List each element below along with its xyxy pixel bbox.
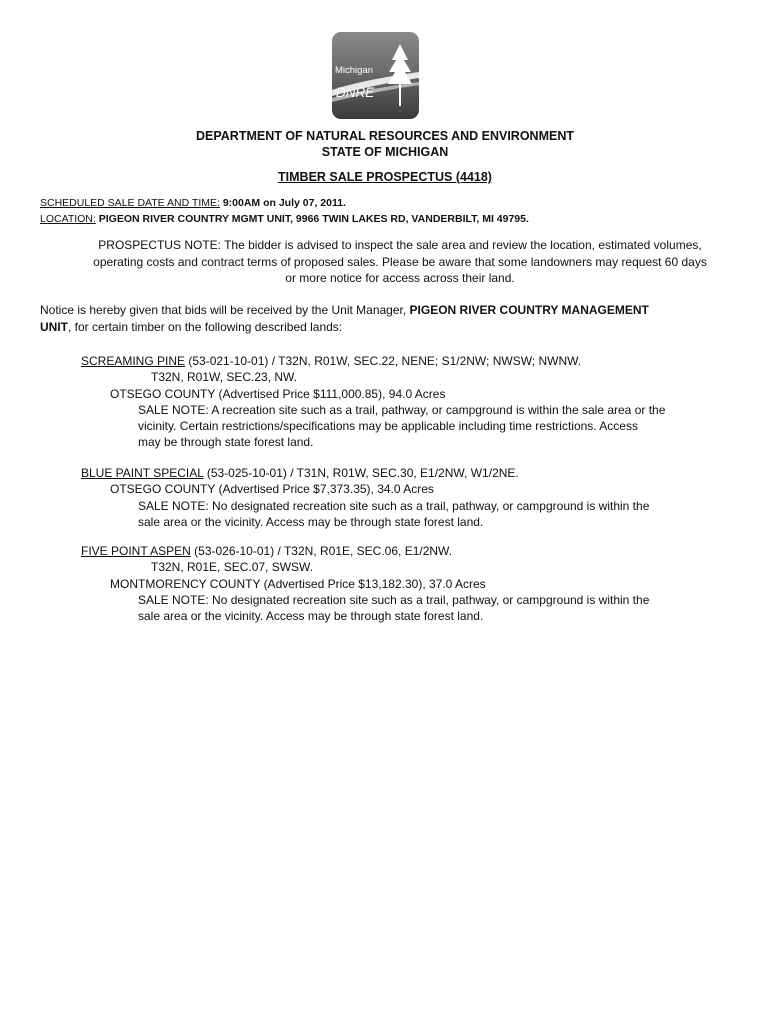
prospectus-note (60, 237, 740, 287)
tract-name: SCREAMING PINE (81, 354, 186, 368)
sale-note (81, 498, 649, 531)
sale-note-line: sale area or the vicinity. Access may be through state forest land. (138, 514, 484, 529)
state-heading: STATE OF MICHIGAN (321, 145, 449, 159)
tract-description: (53-025-10-01) / T31N, R01W, SEC.30, E1/2NW, W1/2NE. (203, 466, 519, 480)
notice-text-end: , for certain timber on the following described lands: (68, 320, 343, 334)
logo-abbreviation: DNRE (336, 85, 375, 100)
sale-note-line: vicinity. Certain restrictions/specifications may be applicable including time restrictions. Access (138, 419, 638, 434)
tract-extra: T32N, R01E, SEC.07, SWSW. (151, 560, 314, 575)
location-label: LOCATION: (40, 213, 96, 225)
tract-name: BLUE PAINT SPECIAL (81, 466, 204, 480)
location-value: PIGEON RIVER COUNTRY MGMT UNIT, 9966 TWIN LAKES RD, VANDERBILT, MI 49795. (98, 213, 529, 225)
dnre-logo (332, 32, 419, 119)
tract-county: OTSEGO COUNTY (Advertised Price $111,000.85), 94.0 Acres (110, 386, 446, 401)
unit-name-cont: UNIT (40, 320, 68, 334)
bid-notice (40, 302, 740, 336)
sale-note-line: sale area or the vicinity. Access may be through state forest land. (138, 609, 484, 624)
prospectus-note-line: operating costs and contract terms of proposed sales. Please be aware that some landowners may request 60 days (93, 254, 707, 269)
schedule-line (40, 197, 346, 209)
sale-note-line: SALE NOTE: No designated recreation site such as a trail, pathway, or campground is within the (138, 592, 650, 607)
tract-description: (53-026-10-01) / T32N, R01E, SEC.06, E1/2NW. (190, 544, 453, 558)
sale-note (81, 592, 649, 625)
department-heading: DEPARTMENT OF NATURAL RESOURCES AND ENVIRONMENT (195, 129, 574, 143)
schedule-label: SCHEDULED SALE DATE AND TIME: (40, 197, 220, 209)
notice-text: Notice is hereby given that bids will be received by the Unit Manager, (40, 303, 410, 317)
location-line (40, 213, 529, 225)
sale-note-line: SALE NOTE: No designated recreation site such as a trail, pathway, or campground is within the (138, 498, 650, 513)
sale-note-line: SALE NOTE: A recreation site such as a trail, pathway, or campground is within the sale area or the (138, 402, 666, 417)
tract-extra: T32N, R01W, SEC.23, NW. (151, 370, 298, 385)
logo-wordmark: Michigan (335, 65, 374, 76)
tract-blue-paint-special (81, 465, 649, 530)
prospectus-note-line: PROSPECTUS NOTE: The bidder is advised to inspect the sale area and review the location, estimated volumes, (98, 238, 702, 252)
sale-note-line: may be through state forest land. (138, 435, 314, 450)
prospectus-title: TIMBER SALE PROSPECTUS (4418) (278, 170, 492, 184)
tract-county: OTSEGO COUNTY (Advertised Price $7,373.35), 34.0 Acres (110, 482, 434, 497)
tract-description: (53-021-10-01) / T32N, R01W, SEC.22, NENE; S1/2NW; NWSW; NWNW. (185, 354, 582, 368)
prospectus-note-line: or more notice for access across their land. (285, 271, 515, 285)
tract-screaming-pine (81, 353, 665, 451)
schedule-value: 9:00AM on July 07, 2011. (222, 197, 346, 209)
sale-note (81, 402, 665, 451)
tract-county: MONTMORENCY COUNTY (Advertised Price $13,182.30), 37.0 Acres (110, 576, 486, 591)
unit-name: PIGEON RIVER COUNTRY MANAGEMENT (409, 303, 649, 317)
tract-five-point-aspen (81, 543, 649, 624)
tract-name: FIVE POINT ASPEN (81, 544, 191, 558)
